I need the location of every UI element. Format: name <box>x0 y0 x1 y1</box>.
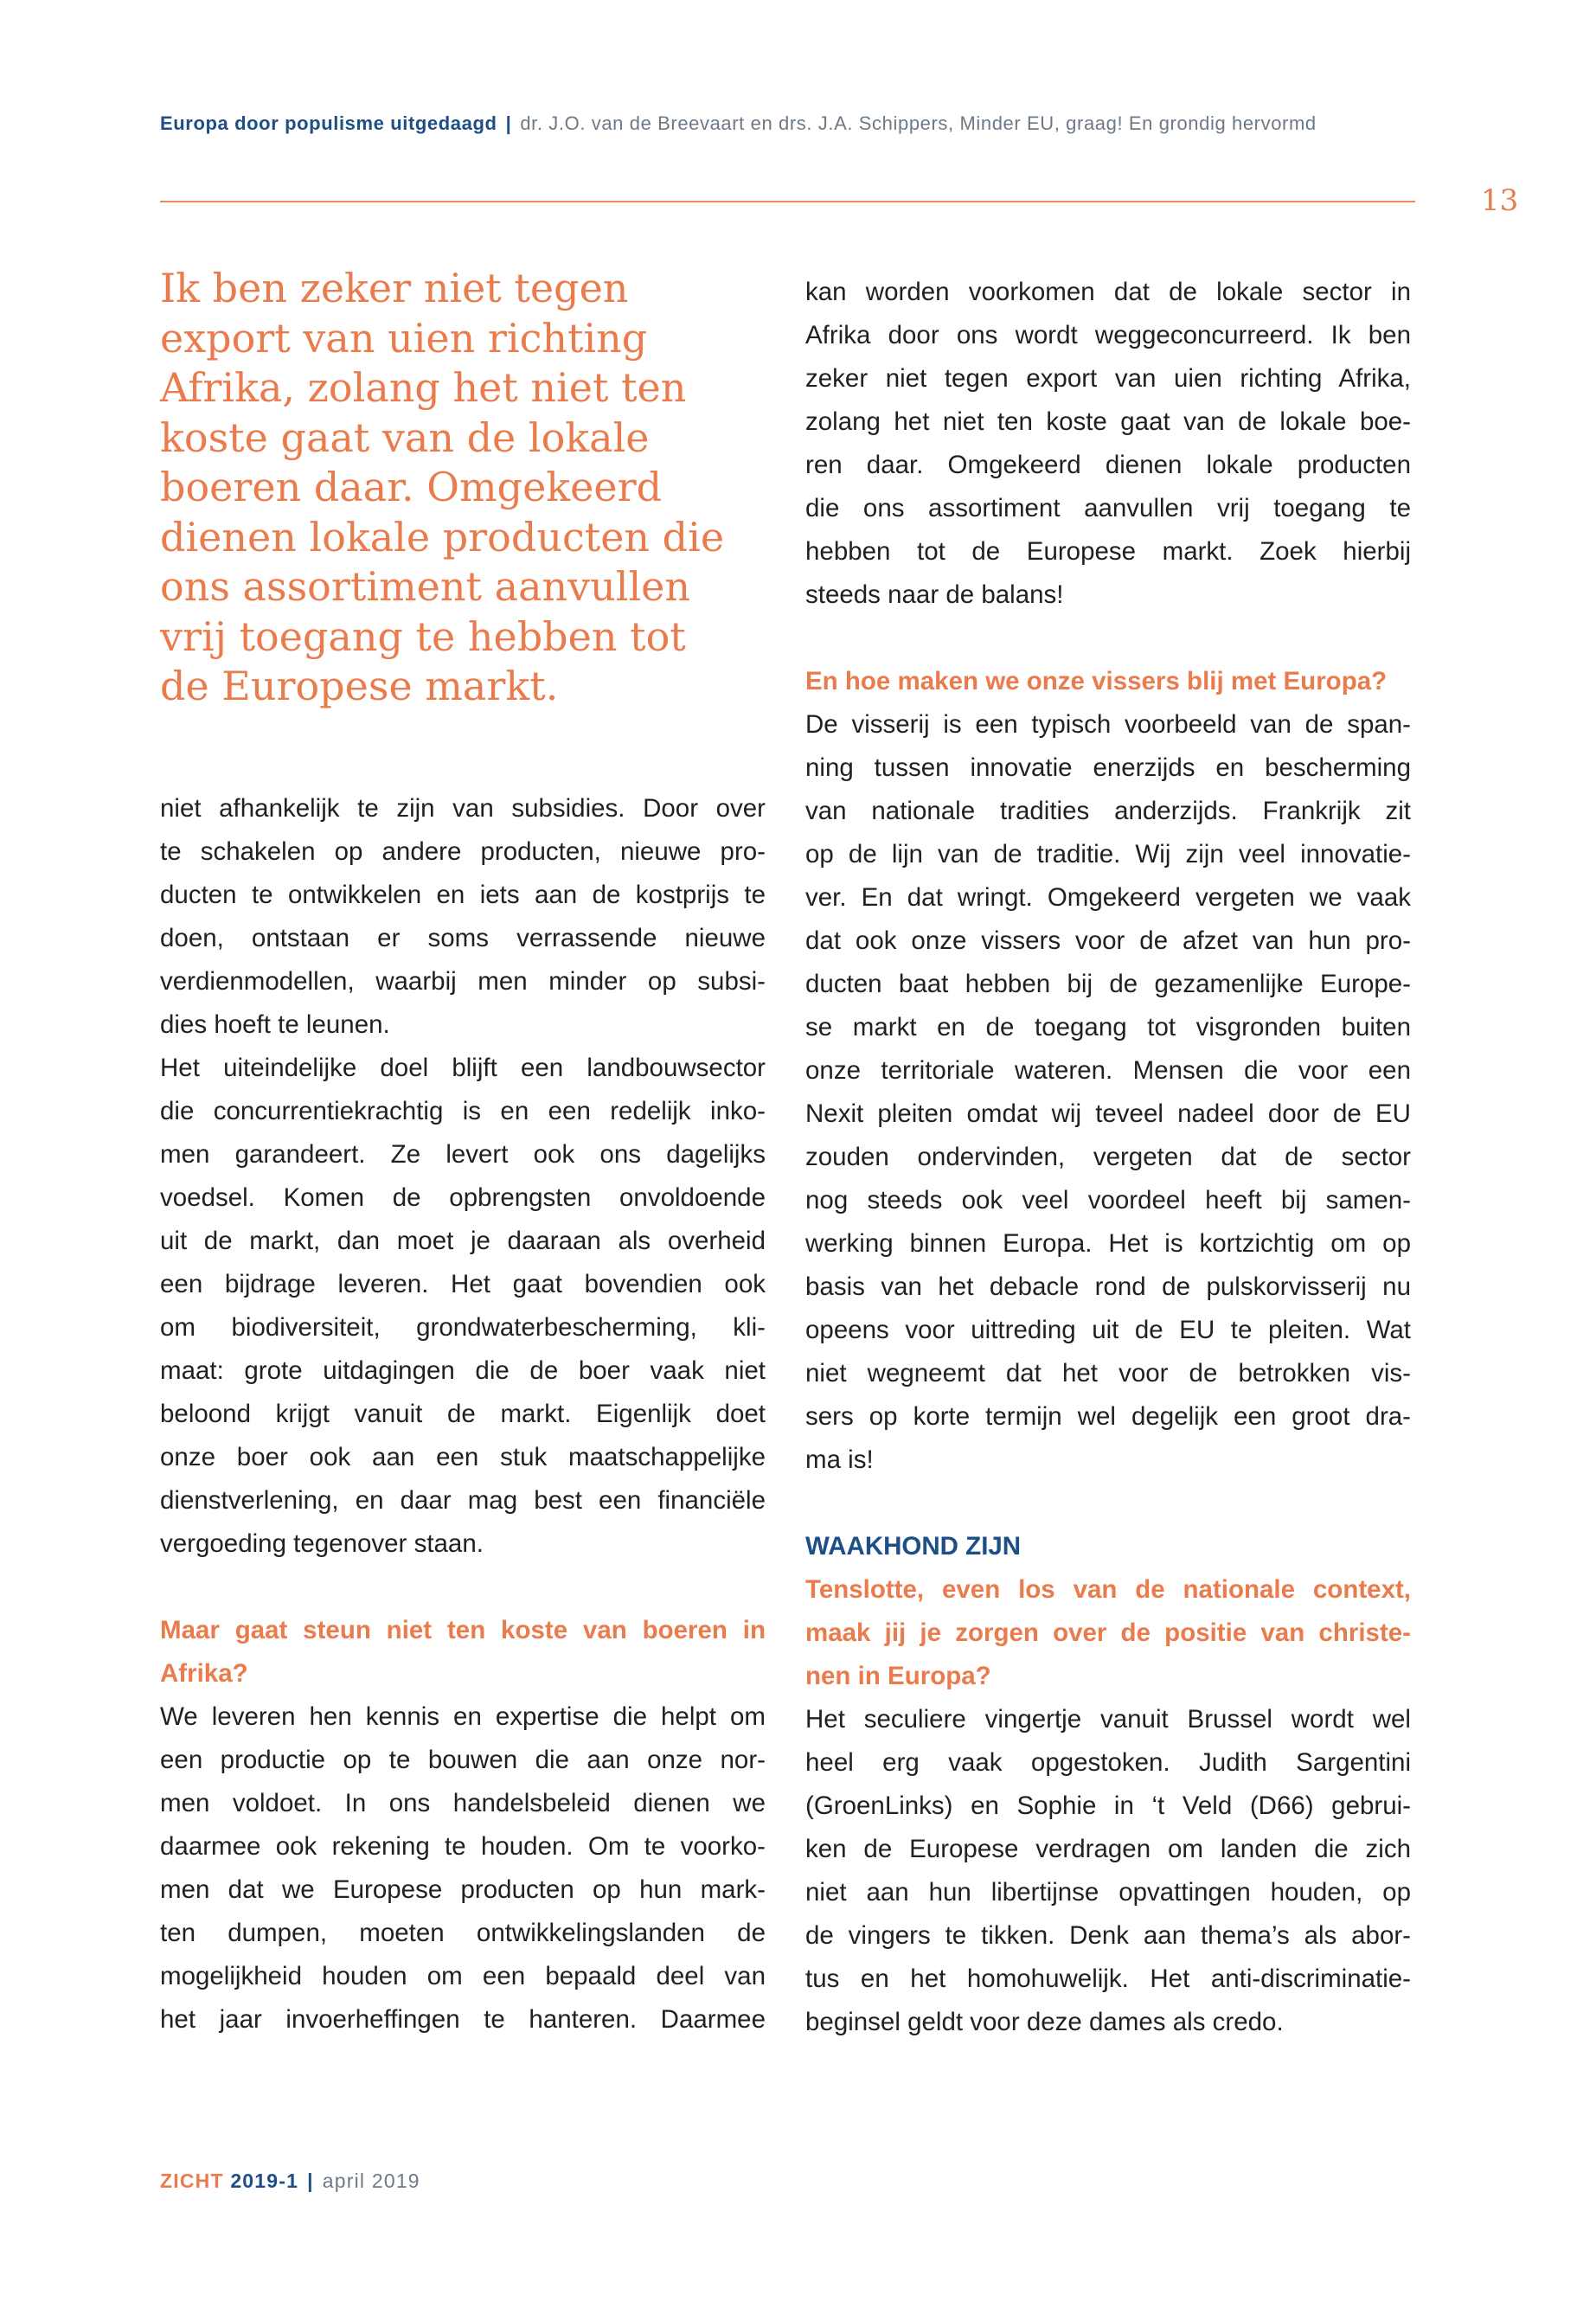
interview-question <box>805 660 1411 703</box>
spacer <box>160 1566 766 1609</box>
text-line: ducten baat hebben bij de gezamenlijke Europe- <box>805 970 1411 998</box>
text-line: ken de Europese verdragen om landen die zich <box>805 1835 1411 1863</box>
question-line: nen in Europa? <box>805 1662 991 1690</box>
pull-quote-line: de Europese markt. <box>160 663 559 709</box>
question-line: En hoe maken we onze vissers blij met Europa? <box>805 667 1388 695</box>
text-line: opeens voor uittreding uit de EU te pleiten. Wat <box>805 1316 1411 1344</box>
text-line: kan worden voorkomen dat de lokale sector in <box>805 278 1411 306</box>
text-line: Het uiteindelijke doel blijft een landbouwsector <box>160 1054 766 1082</box>
text-line: (GroenLinks) en Sophie in ‘t Veld (D66) gebrui- <box>805 1791 1411 1820</box>
text-line: voedsel. Komen de opbrengsten onvoldoende <box>160 1183 766 1212</box>
question-line: Afrika? <box>160 1659 248 1688</box>
text-line: de vingers te tikken. Denk aan thema’s als abor- <box>805 1921 1411 1950</box>
text-line: onze boer ook aan een stuk maatschappelijke <box>160 1443 766 1471</box>
footer-separator: | <box>307 2170 314 2192</box>
text-line: dienstverlening, en daar mag best een financiële <box>160 1486 766 1515</box>
text-line: op de lijn van de traditie. Wij zijn veel innovatie- <box>805 840 1411 868</box>
text-line: ma is! <box>805 1445 874 1474</box>
text-line: beginsel geldt voor deze dames als credo. <box>805 2008 1284 2036</box>
text-line: tus en het homohuwelijk. Het anti-discriminatie- <box>805 1965 1411 1993</box>
text-line: zeker niet tegen export van uien richting Afrika, <box>805 364 1411 393</box>
text-line: We leveren hen kennis en expertise die helpt om <box>160 1702 766 1731</box>
text-line: die concurrentiekrachtig is en een redelijk inko- <box>160 1097 766 1125</box>
pull-quote-line: Ik ben zeker niet tegen <box>160 265 629 311</box>
text-line: niet afhankelijk te zijn van subsidies. Door over <box>160 794 766 823</box>
paragraph-kennis-expertise <box>160 1695 766 2041</box>
text-line: die ons assortiment aanvullen vrij toegang te <box>805 494 1411 522</box>
pull-quote-line: koste gaat van de lokale <box>160 413 650 461</box>
header-separator: | <box>505 112 512 134</box>
text-line: Afrika door ons wordt weggeconcurreerd. Ik ben <box>805 321 1411 349</box>
text-line: ren daar. Omgekeerd dienen lokale producten <box>805 451 1411 479</box>
text-line: niet wegneemt dat het voor de betrokken vis- <box>805 1359 1411 1388</box>
text-line: dat ook onze vissers voor de afzet van hun pro- <box>805 926 1411 955</box>
spacer <box>805 617 1411 660</box>
text-line: ver. En dat wringt. Omgekeerd vergeten we vaak <box>805 883 1411 912</box>
question-line: Tenslotte, even los van de nationale context, <box>805 1575 1411 1604</box>
text-line: hebben tot de Europese markt. Zoek hierbij <box>805 537 1411 566</box>
section-heading: WAAKHOND ZIJN <box>805 1532 1022 1561</box>
pull-quote-line: dienen lokale producten die <box>160 513 725 561</box>
question-line: maak jij je zorgen over de positie van christe- <box>805 1618 1411 1647</box>
text-line: se markt en de toegang tot visgronden buiten <box>805 1013 1411 1042</box>
text-line: werking binnen Europa. Het is kortzichtig om op <box>805 1229 1411 1258</box>
right-column <box>805 271 1411 2044</box>
pull-quote-line: Afrika, zolang het niet ten <box>160 364 687 411</box>
text-line: nog steeds ook veel voordeel heeft bij samen- <box>805 1186 1411 1215</box>
running-header <box>160 112 1414 135</box>
left-column <box>160 787 766 2041</box>
text-line: verdienmodellen, waarbij men minder op subsi- <box>160 967 766 996</box>
text-line: dies hoeft te leunen. <box>160 1010 390 1039</box>
text-line: te schakelen op andere producten, nieuwe pro- <box>160 837 766 866</box>
text-line: het jaar invoerheffingen te hanteren. Daarmee <box>160 2005 766 2034</box>
pull-quote-line: ons assortiment aanvullen <box>160 563 691 610</box>
text-line: niet aan hun libertijnse opvattingen houden, op <box>805 1878 1411 1907</box>
magazine-name: ZICHT <box>160 2170 224 2192</box>
text-line: vergoeding tegenover staan. <box>160 1529 484 1558</box>
interview-question <box>805 1568 1411 1698</box>
header-authors: dr. J.O. van de Breevaart en drs. J.A. Schippers, Minder EU, graag! En grondig hervormd <box>520 112 1317 134</box>
text-line: daarmee ook rekening te houden. Om te voorko- <box>160 1832 766 1861</box>
paragraph-subsidies <box>160 787 766 1047</box>
paragraph-secularisme <box>805 1698 1411 2044</box>
text-line: uit de markt, dan moet je daaraan als overheid <box>160 1227 766 1255</box>
text-line: mogelijkheid houden om een bepaald deel van <box>160 1962 766 1990</box>
text-line: beloond krijgt vanuit de markt. Eigenlijk doet <box>160 1400 766 1428</box>
text-line: zouden ondervinden, vergeten dat de sector <box>805 1143 1411 1171</box>
text-line: men dat we Europese producten op hun mark- <box>160 1875 766 1904</box>
paragraph-visserij <box>805 703 1411 1482</box>
spacer <box>805 1482 1411 1525</box>
issue-date: april 2019 <box>322 2170 420 2192</box>
pull-quote-line: export van uien richting <box>160 314 648 362</box>
text-line: heel erg vaak opgestoken. Judith Sargentini <box>805 1748 1411 1777</box>
interview-question <box>160 1609 766 1695</box>
pull-quote <box>160 264 783 712</box>
text-line: een bijdrage leveren. Het gaat bovendien ook <box>160 1270 766 1298</box>
page-number: 13 <box>1481 183 1519 218</box>
text-line: steeds naar de balans! <box>805 580 1064 609</box>
pull-quote-line: vrij toegang te hebben tot <box>160 612 686 660</box>
text-line: ning tussen innovatie enerzijds en bescherming <box>805 753 1411 782</box>
running-footer <box>160 2170 420 2193</box>
header-title: Europa door populisme uitgedaagd <box>160 112 497 134</box>
pull-quote-line: boeren daar. Omgekeerd <box>160 464 663 510</box>
text-line: maat: grote uitdagingen die de boer vaak niet <box>160 1356 766 1385</box>
paragraph-export-uien <box>805 271 1411 617</box>
paragraph-landbouwsector <box>160 1047 766 1566</box>
header-rule <box>160 201 1415 202</box>
text-line: men garandeert. Ze levert ook ons dagelijks <box>160 1140 766 1169</box>
text-line: zolang het niet ten koste gaat van de lokale boe- <box>805 407 1411 436</box>
text-line: De visserij is een typisch voorbeeld van de span- <box>805 710 1411 739</box>
text-line: men voldoet. In ons handelsbeleid dienen we <box>160 1789 766 1817</box>
text-line: doen, ontstaan er soms verrassende nieuwe <box>160 924 766 952</box>
text-line: een productie op te bouwen die aan onze nor- <box>160 1746 766 1774</box>
text-line: ten dumpen, moeten ontwikkelingslanden de <box>160 1919 766 1947</box>
text-line: sers op korte termijn wel degelijk een groot dra- <box>805 1402 1411 1431</box>
text-line: van nationale tradities anderzijds. Frankrijk zit <box>805 797 1411 825</box>
text-line: om biodiversiteit, grondwaterbescherming, kli- <box>160 1313 766 1342</box>
question-line: Maar gaat steun niet ten koste van boeren in <box>160 1616 766 1644</box>
text-line: basis van het debacle rond de pulskorvisserij nu <box>805 1272 1411 1301</box>
text-line: Nexit pleiten omdat wij teveel nadeel door de EU <box>805 1099 1411 1128</box>
text-line: onze territoriale wateren. Mensen die voor een <box>805 1056 1411 1085</box>
text-line: Het seculiere vingertje vanuit Brussel wordt wel <box>805 1705 1411 1734</box>
issue-number: 2019-1 <box>230 2170 299 2192</box>
text-line: ducten te ontwikkelen en iets aan de kostprijs te <box>160 881 766 909</box>
